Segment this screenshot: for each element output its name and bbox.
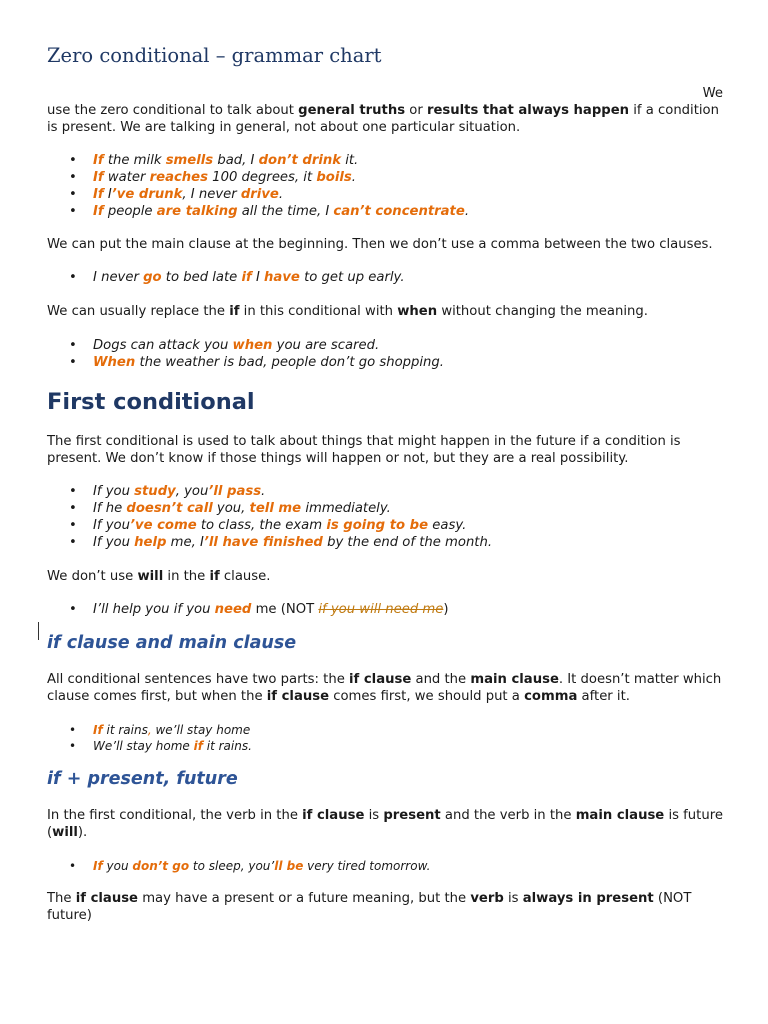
zero-conditional-title: Zero conditional – grammar chart	[47, 44, 382, 67]
intro-word: We	[702, 86, 723, 101]
list-item: • If people are talking all the time, I can’t concentrate.	[93, 203, 723, 220]
first-conditional-heading: First conditional	[47, 389, 255, 415]
first-examples-list	[47, 483, 723, 551]
zero-intro: use the zero conditional to talk about general truths or results that always happen if a condition is present. We are talking in general, not about one particular situation.	[47, 103, 719, 135]
list-item: • We’ll stay home if it rains.	[93, 738, 723, 754]
will-note: We don’t use will in the if clause.	[47, 569, 271, 584]
if-present-example-list	[47, 858, 723, 874]
list-item: • If water reaches 100 degrees, it boils.	[93, 169, 723, 186]
list-item: • If he doesn’t call you, tell me immediately.	[93, 500, 723, 517]
main-clause-note: We can put the main clause at the beginning. Then we don’t use a comma between the two clauses.	[47, 237, 713, 252]
list-item: • If the milk smells bad, I don’t drink it.	[93, 152, 723, 169]
list-item: • Dogs can attack you when you are scared.	[93, 337, 723, 354]
list-item: • If it rains, we’ll stay home	[93, 722, 723, 738]
main-clause-example-list	[47, 269, 723, 286]
list-item: • I never go to bed late if I have to get up early.	[93, 269, 723, 286]
list-item: • If you’ve come to class, the exam is going to be easy.	[93, 517, 723, 534]
if-clause-main-clause-heading: if clause and main clause	[47, 633, 297, 653]
if-present-final: The if clause may have a present or a future meaning, but the verb is always in present (NOT future)	[47, 891, 692, 923]
list-item: • If you help me, I’ll have finished by the end of the month.	[93, 534, 723, 551]
list-item: • I’ll help you if you need me (NOT if you will need me)	[93, 601, 723, 618]
when-examples-list	[47, 337, 723, 371]
list-item: • If I’ve drunk, I never drive.	[93, 186, 723, 203]
replace-note: We can usually replace the if in this conditional with when without changing the meaning.	[47, 304, 648, 319]
document-page	[47, 40, 723, 924]
will-example-list	[47, 601, 723, 618]
list-item: • If you don’t go to sleep, you’ll be very tired tomorrow.	[93, 858, 723, 874]
first-intro: The first conditional is used to talk about things that might happen in the future if a condition is present. We don’t know if those things will happen or not, but they are a real possibility.	[47, 434, 681, 466]
if-main-examples-list	[47, 722, 723, 754]
list-item: • When the weather is bad, people don’t go shopping.	[93, 354, 723, 371]
if-main-text: All conditional sentences have two parts: the if clause and the main clause. It doesn’t matter which clause comes first, but when the if clause comes first, we should put a comma after it.	[47, 672, 722, 704]
text-cursor	[38, 622, 39, 640]
if-present-future-heading: if + present, future	[47, 769, 238, 789]
zero-examples-list	[47, 152, 723, 220]
list-item: • If you study, you’ll pass.	[93, 483, 723, 500]
if-present-text: In the first conditional, the verb in the if clause is present and the verb in the main clause is future (will).	[47, 808, 723, 840]
